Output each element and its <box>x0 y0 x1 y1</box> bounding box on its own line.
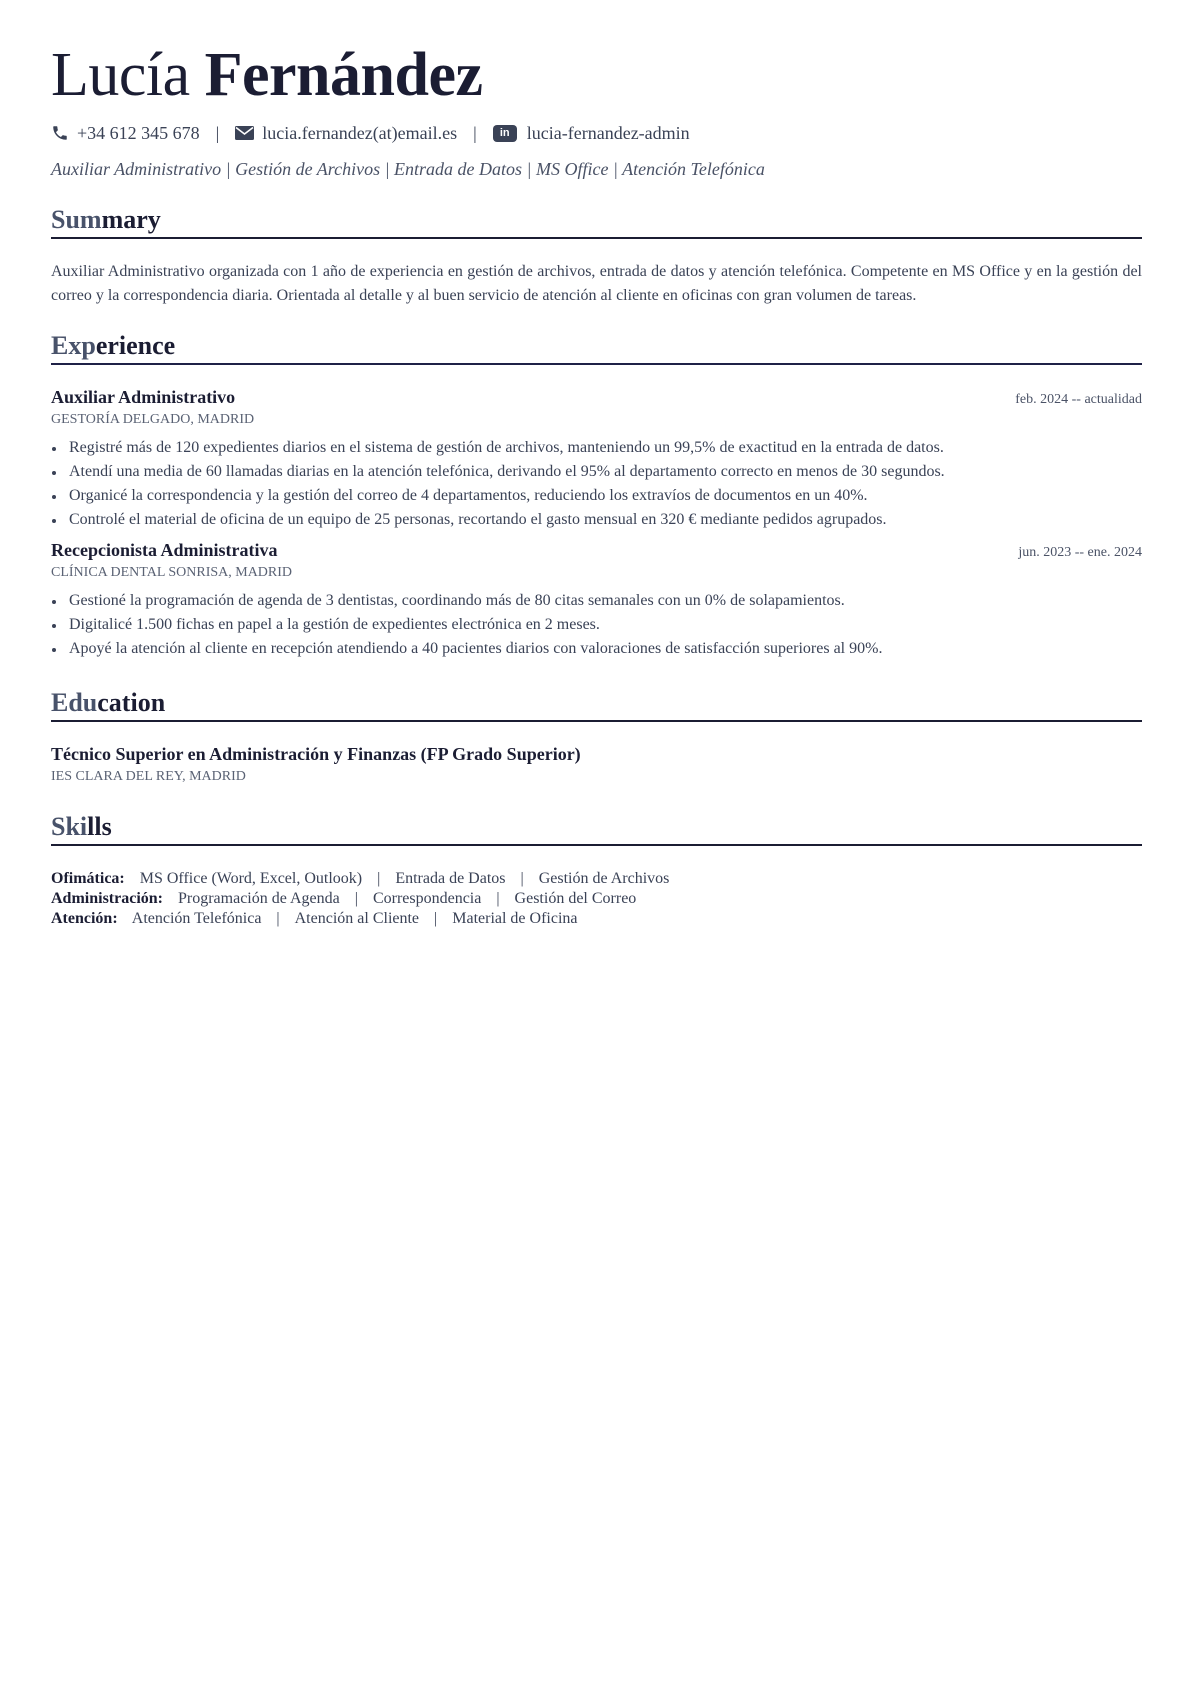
skill-separator: | <box>276 910 280 927</box>
school-name: IES CLARA DEL REY, MADRID <box>51 769 246 784</box>
phone-number: +34 612 345 678 <box>77 122 200 143</box>
skill-separator: | <box>496 890 500 907</box>
job-dates: feb. 2024 -- actualidad <box>1015 392 1142 407</box>
job-bullets <box>51 436 1142 532</box>
summary-text: Auxiliar Administrativo organizada con 1 año de experiencia en gestión de archivos, entrada de datos y atención telefónica. Competente en MS Office y en la gestión del correo y la correspondencia diaria. Orientada al detalle y al buen servicio de atención al cliente en oficinas con gran volumen de tareas. <box>51 263 1142 304</box>
summary-heading: Summary <box>51 204 1142 239</box>
phone-icon <box>51 124 69 142</box>
skills-row <box>51 909 1142 929</box>
job-entry <box>51 385 1142 532</box>
linkedin-handle: lucia-fernandez-admin <box>526 122 690 143</box>
job-company: GESTORÍA DELGADO, MADRID <box>51 412 255 427</box>
bullet-item: Registré más de 120 expedientes diarios en el sistema de gestión de archivos, manteniendo un 99,5% de exactitud en la entrada de datos. <box>51 436 1142 460</box>
bullet-item: Atendí una media de 60 llamadas diarias en la atención telefónica, derivando el 95% al departamento correcto en menos de 30 segundos. <box>51 460 1142 484</box>
skill-separator: | <box>520 870 524 887</box>
contact-separator: | <box>473 122 477 143</box>
job-title: Auxiliar Administrativo <box>51 387 236 407</box>
job-dates: jun. 2023 -- ene. 2024 <box>1018 545 1142 560</box>
job-title: Recepcionista Administrativa <box>51 540 278 560</box>
phone-contact[interactable] <box>51 123 200 144</box>
skill-item: MS Office (Word, Excel, Outlook) <box>139 870 363 887</box>
skills-section <box>51 811 1142 929</box>
skill-item: Programación de Agenda <box>178 890 340 907</box>
skill-separator: | <box>354 890 358 907</box>
candidate-name <box>51 36 1142 114</box>
bullet-item: Digitalicé 1.500 fichas en papel a la gestión de expedientes electrónica en 2 meses. <box>51 613 1142 637</box>
email-address: lucia.fernandez(at)email.es <box>262 122 458 143</box>
bullet-item: Controlé el material de oficina de un equipo de 25 personas, recortando el gasto mensual en 320 € mediante pedidos agrupados. <box>51 508 1142 532</box>
skill-separator: | <box>434 910 438 927</box>
experience-heading: Experience <box>51 330 1142 365</box>
skill-item: Material de Oficina <box>452 910 578 927</box>
contact-line <box>51 120 1142 146</box>
skill-category: Administración: <box>51 890 163 907</box>
skill-item: Atención al Cliente <box>294 910 420 927</box>
job-bullets <box>51 589 1142 661</box>
skill-item: Entrada de Datos <box>395 870 506 887</box>
skills-heading: Skills <box>51 811 1142 846</box>
job-company: CLÍNICA DENTAL SONRISA, MADRID <box>51 565 293 580</box>
degree-title: Técnico Superior en Administración y Finanzas (FP Grado Superior) <box>51 744 581 764</box>
job-entry <box>51 538 1142 661</box>
skill-item: Correspondencia <box>372 890 482 907</box>
skill-category: Ofimática: <box>51 870 125 887</box>
bullet-item: Apoyé la atención al cliente en recepción atendiendo a 40 pacientes diarios con valoraciones de satisfacción superiores al 90%. <box>51 637 1142 661</box>
envelope-icon <box>235 126 254 140</box>
linkedin-contact[interactable] <box>493 123 690 144</box>
skill-item: Gestión de Archivos <box>538 870 670 887</box>
headline-tagline: Auxiliar Administrativo | Gestión de Archivos | Entrada de Datos | MS Office | Atención Telefónica <box>51 159 765 179</box>
education-section <box>51 687 1142 787</box>
experience-section <box>51 330 1142 661</box>
last-name: Fernández <box>204 41 483 109</box>
skill-item: Gestión del Correo <box>514 890 637 907</box>
skills-row <box>51 869 1142 889</box>
contact-separator: | <box>215 122 220 143</box>
bullet-item: Gestioné la programación de agenda de 3 dentistas, coordinando más de 80 citas semanales con un 0% de solapamientos. <box>51 589 1142 613</box>
linkedin-icon: in <box>493 125 517 142</box>
skill-item: Atención Telefónica <box>131 910 262 927</box>
skill-category: Atención: <box>51 910 118 927</box>
summary-section <box>51 204 1142 308</box>
bullet-item: Organicé la correspondencia y la gestión del correo de 4 departamentos, reduciendo los extravíos de documentos en un 40%. <box>51 484 1142 508</box>
skills-row <box>51 889 1142 909</box>
skill-separator: | <box>377 870 381 887</box>
education-entry <box>51 742 1142 787</box>
email-contact[interactable] <box>235 123 457 144</box>
first-name: Lucía <box>51 41 190 109</box>
skills-list <box>51 869 1142 929</box>
resume-page <box>51 36 1142 929</box>
education-heading: Education <box>51 687 1142 722</box>
